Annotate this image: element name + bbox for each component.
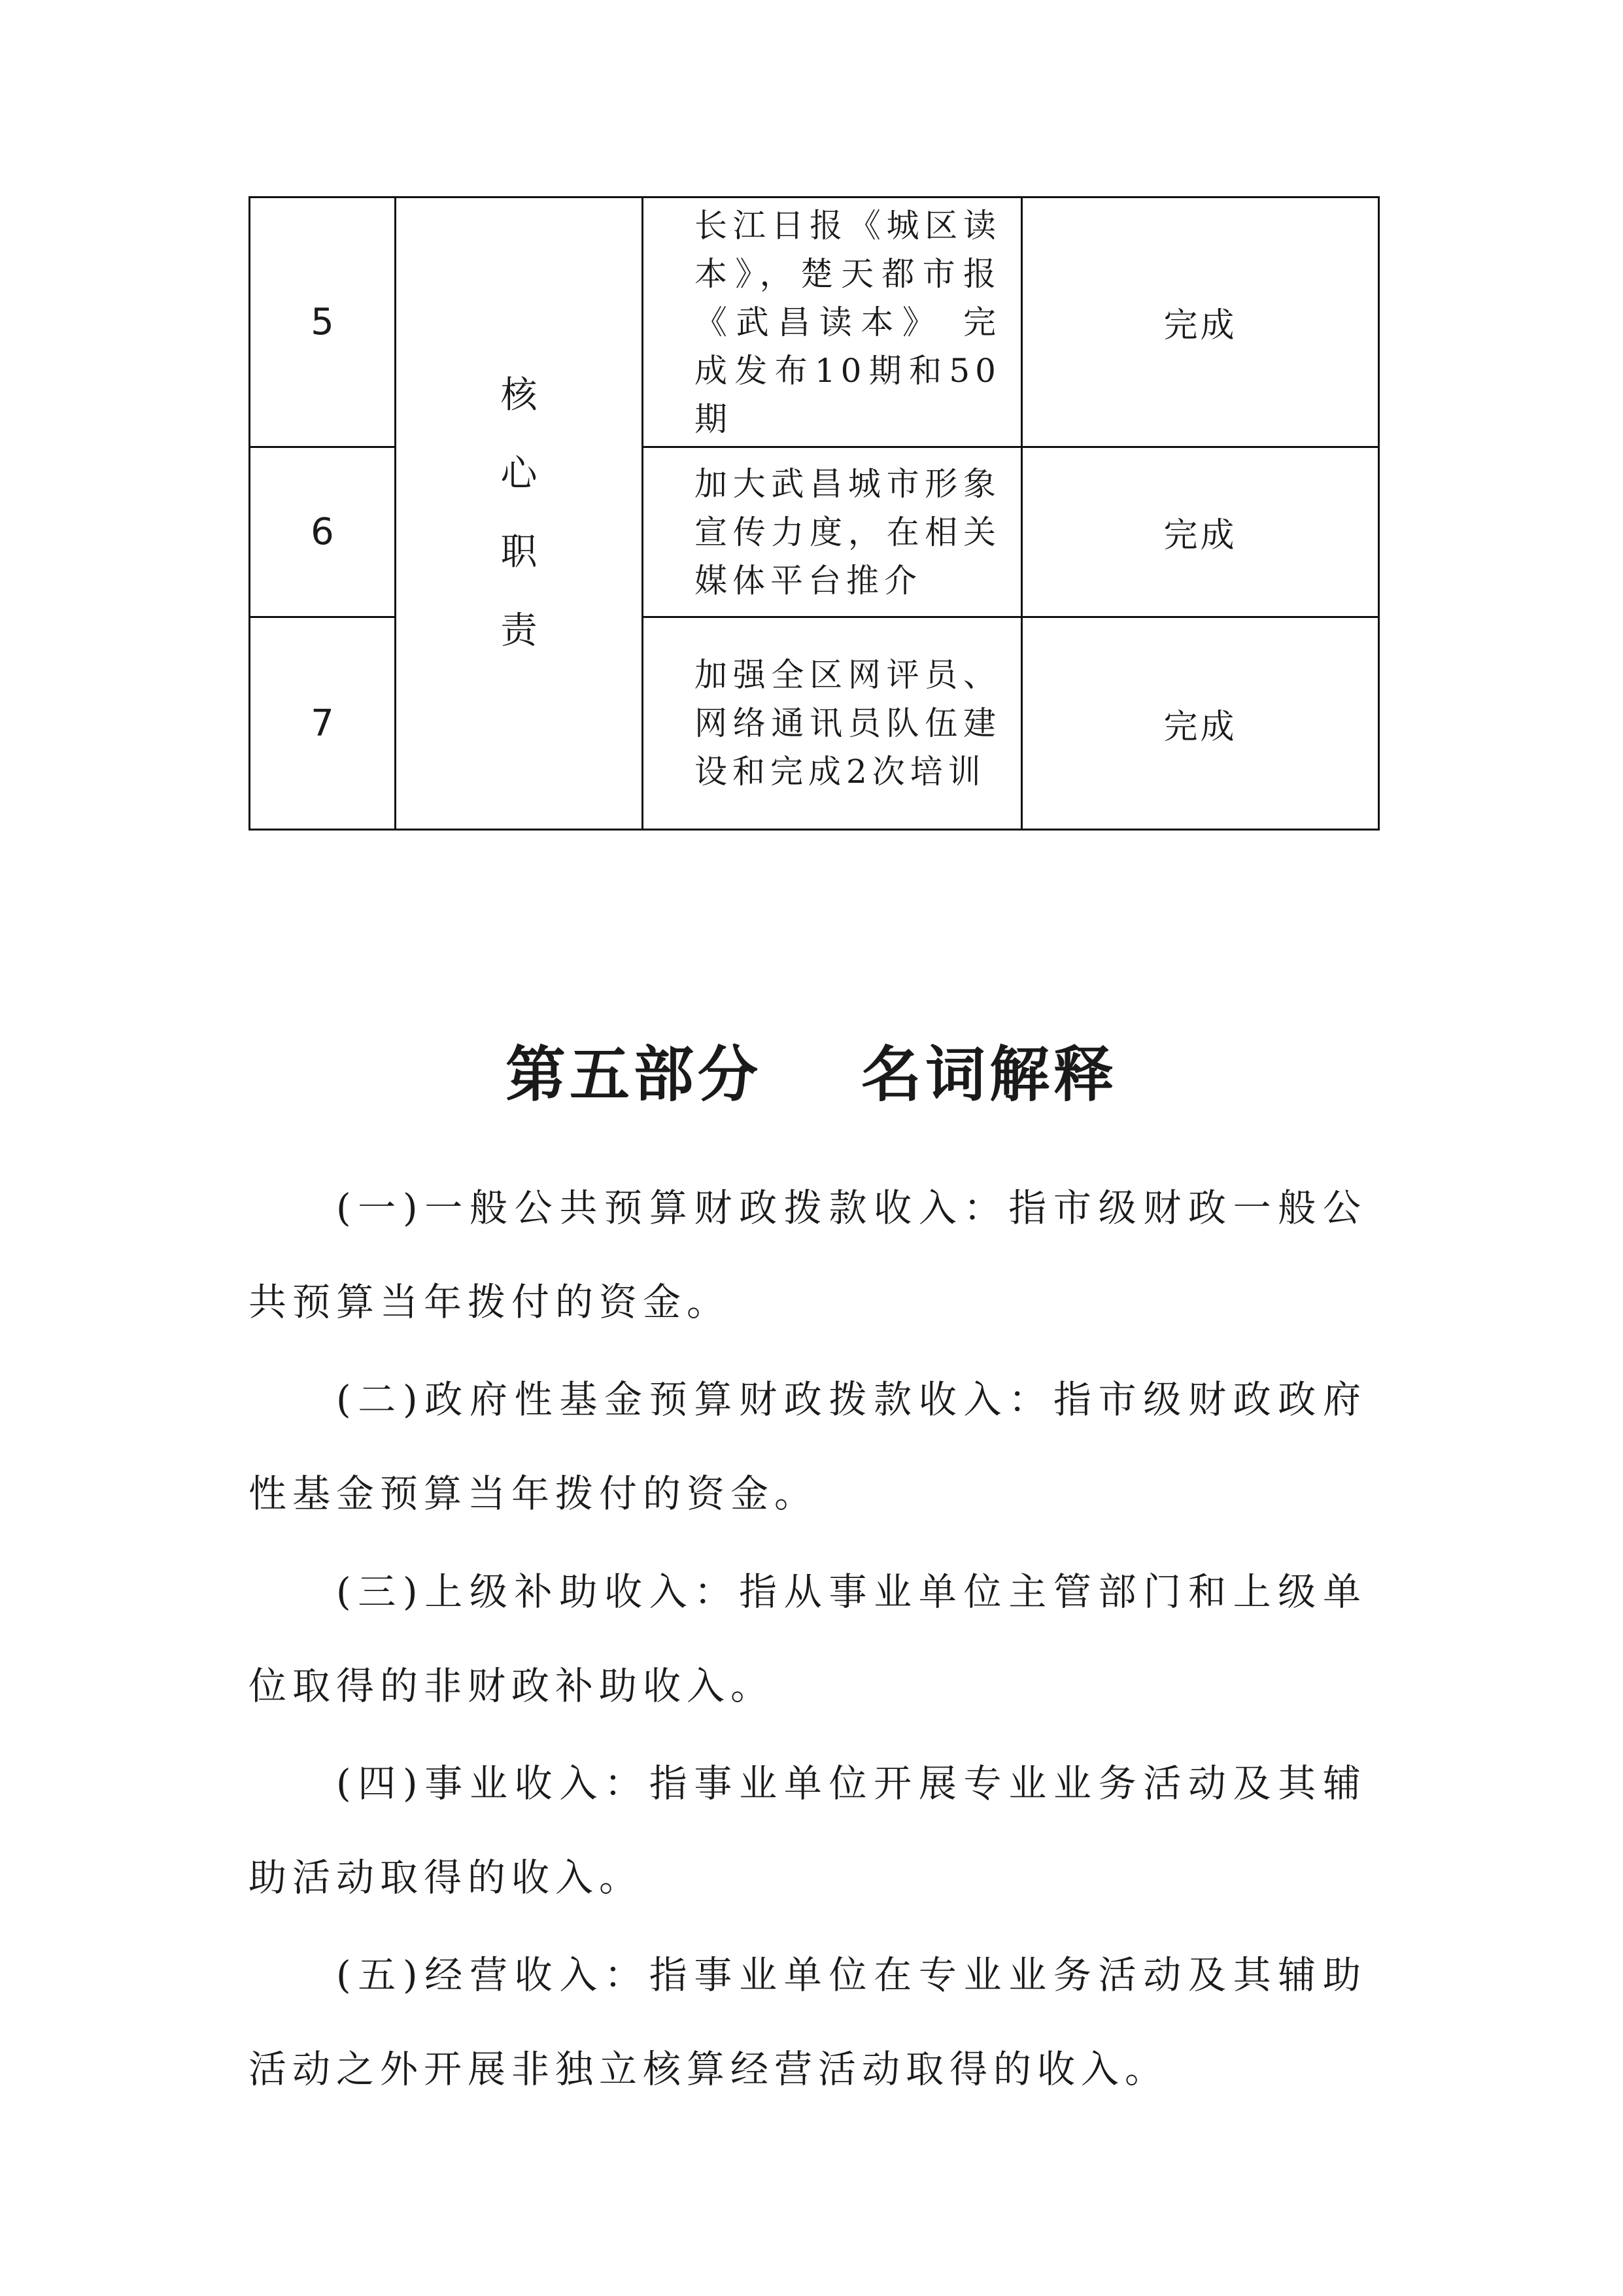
seq-number: 7 — [311, 702, 334, 745]
status-text: 完成 — [1163, 306, 1237, 345]
category-cell — [396, 198, 641, 829]
status-text: 完成 — [1163, 516, 1237, 555]
table-row-seq — [250, 448, 394, 616]
task-content: 加大武昌城市形象宣传力度，在相关媒体平台推介 — [694, 464, 1001, 600]
table-row-seq — [250, 198, 394, 446]
table-border-right — [1378, 196, 1380, 831]
status-text: 完成 — [1163, 707, 1237, 747]
table-row-content — [643, 198, 1021, 446]
table-row-status — [1023, 448, 1378, 616]
section-title: 第五部分 名词解释 — [505, 1040, 1118, 1110]
table-row-status — [1023, 618, 1378, 829]
category-label: 核 心 职 责 — [500, 374, 574, 652]
table-border-bottom — [248, 829, 1380, 831]
table-row-status — [1023, 198, 1378, 446]
definition-paragraph: (二)政府性基金预算财政拨款收入：指市级财政政府性基金预算当年拨付的资金。 — [248, 1377, 1367, 1516]
definition-paragraph: (三)上级补助收入：指从事业单位主管部门和上级单位取得的非财政补助收入。 — [248, 1569, 1367, 1708]
seq-number: 6 — [311, 511, 334, 553]
task-content: 加强全区网评员、网络通讯员队伍建设和完成2次培训 — [694, 656, 1001, 791]
definition-paragraph: (一)一般公共预算财政拨款收入：指市级财政一般公共预算当年拨付的资金。 — [248, 1186, 1367, 1324]
performance-table — [248, 196, 1380, 831]
seq-number: 5 — [311, 301, 334, 343]
table-row-seq — [250, 618, 394, 829]
definition-paragraph: (五)经营收入：指事业单位在专业业务活动及其辅助活动之外开展非独立核算经营活动取得的收入。 — [248, 1953, 1367, 2091]
definition-paragraph: (四)事业收入：指事业单位开展专业业务活动及其辅助活动取得的收入。 — [248, 1761, 1367, 1900]
table-row-content — [643, 448, 1021, 616]
task-content: 长江日报《城区读本》，楚天都市报《武昌读本》 完成发布10期和50期 — [694, 206, 1001, 438]
table-row-content — [643, 618, 1021, 829]
